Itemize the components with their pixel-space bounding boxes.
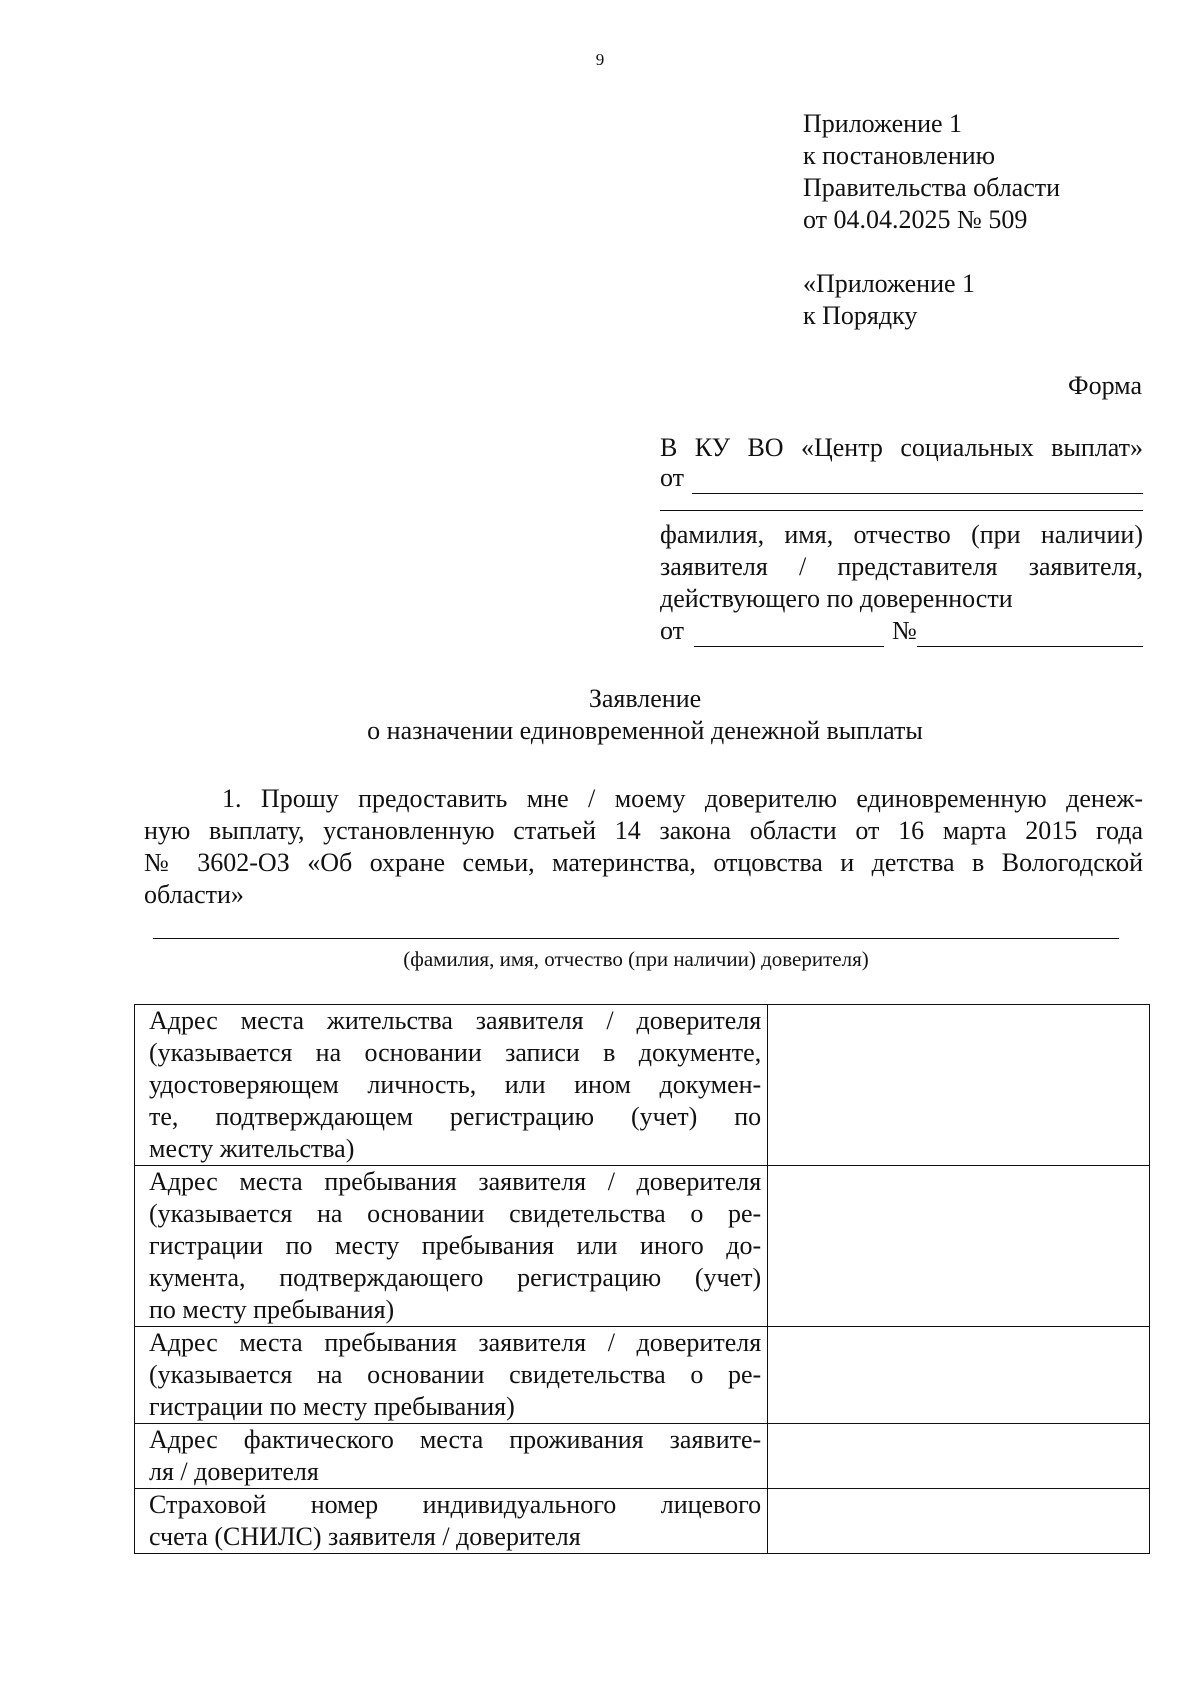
addressee-caption: действующего по доверенности — [660, 584, 1013, 613]
document-title — [0, 683, 1200, 747]
row-value[interactable] — [768, 1327, 1150, 1424]
row-label — [135, 1005, 768, 1166]
poa-date-line — [694, 620, 884, 647]
paragraph-line: 1. Прошу предоставить мне / моему доверителю единовременную денеж- — [222, 784, 1143, 813]
row-label — [135, 1327, 768, 1424]
row-label — [135, 1166, 768, 1327]
paragraph-line: ную выплату, установленную статьей 14 закона области от 16 марта 2015 года — [144, 816, 1143, 845]
page-number: 9 — [595, 50, 605, 69]
row-label — [135, 1489, 768, 1554]
poa-number-line — [917, 620, 1143, 647]
address-table — [134, 1004, 1150, 1554]
addressee-block — [660, 432, 1143, 647]
label-line: счета (СНИЛС) заявителя / доверителя — [149, 1522, 581, 1551]
form-label: Форма — [1068, 371, 1142, 400]
label-line: Адрес места пребывания заявителя / доверителя — [149, 1328, 762, 1357]
label-line: по месту пребывания) — [149, 1295, 395, 1324]
principal-name-line — [153, 938, 1119, 939]
table-row — [135, 1005, 1150, 1166]
title-subtitle: о назначении единовременной денежной выплаты — [367, 716, 923, 745]
row-label — [135, 1424, 768, 1489]
table-row — [135, 1166, 1150, 1327]
addressee-caption: заявителя / представителя заявителя, — [660, 552, 1143, 581]
paragraph-line: № 3602-ОЗ «Об охране семьи, материнства, отцовства и детства в Вологодской — [144, 848, 1143, 877]
row-value[interactable] — [768, 1005, 1150, 1166]
poa-number-label: № — [892, 616, 917, 645]
appendix-line: Правительства области — [803, 173, 1061, 202]
appendix-header — [803, 108, 1183, 332]
paragraph-line: области» — [144, 880, 244, 909]
applicant-name-line — [692, 467, 1143, 494]
label-line: кумента, подтверждающего регистрацию (учет) — [149, 1263, 762, 1292]
row-value[interactable] — [768, 1489, 1150, 1554]
table-row — [135, 1424, 1150, 1489]
applicant-name-line-2 — [660, 494, 1143, 511]
appendix-quote-line: к Порядку — [803, 301, 918, 330]
request-paragraph — [144, 783, 1143, 911]
appendix-line: к постановлению — [803, 141, 996, 170]
label-line: ля / доверителя — [149, 1457, 319, 1486]
label-line: (указывается на основании записи в документе, — [149, 1038, 762, 1067]
label-line: (указывается на основании свидетельства о ре- — [149, 1360, 762, 1389]
title-line: Заявление — [588, 684, 702, 713]
label-line: месту жительства) — [149, 1134, 355, 1163]
label-line: (указывается на основании свидетельства о ре- — [149, 1199, 762, 1228]
addressee-to: В КУ ВО «Центр социальных выплат» — [660, 433, 1143, 462]
appendix-line: Приложение 1 — [803, 109, 963, 138]
addressee-caption: фамилия, имя, отчество (при наличии) — [660, 520, 1143, 549]
label-line: гистрации по месту пребывания) — [149, 1392, 515, 1421]
label-line: Адрес места жительства заявителя / доверителя — [149, 1006, 762, 1035]
label-line: удостоверяющем личность, или ином докумен- — [149, 1070, 762, 1099]
appendix-quote-line: «Приложение 1 — [803, 269, 976, 298]
appendix-line: от 04.04.2025 № 509 — [803, 205, 1028, 234]
label-line: гистрации по месту пребывания или иного до- — [149, 1231, 762, 1260]
table-row — [135, 1489, 1150, 1554]
principal-caption: (фамилия, имя, отчество (при наличии) доверителя) — [403, 947, 869, 971]
label-line: Адрес фактического места проживания заявите- — [149, 1425, 762, 1454]
poa-from-label: от — [660, 616, 685, 645]
label-line: те, подтверждающем регистрацию (учет) по — [149, 1102, 762, 1131]
table-row — [135, 1327, 1150, 1424]
row-value[interactable] — [768, 1166, 1150, 1327]
addressee-from-prefix: от — [660, 463, 685, 492]
label-line: Страховой номер индивидуального лицевого — [149, 1490, 762, 1519]
row-value[interactable] — [768, 1424, 1150, 1489]
label-line: Адрес места пребывания заявителя / доверителя — [149, 1167, 762, 1196]
